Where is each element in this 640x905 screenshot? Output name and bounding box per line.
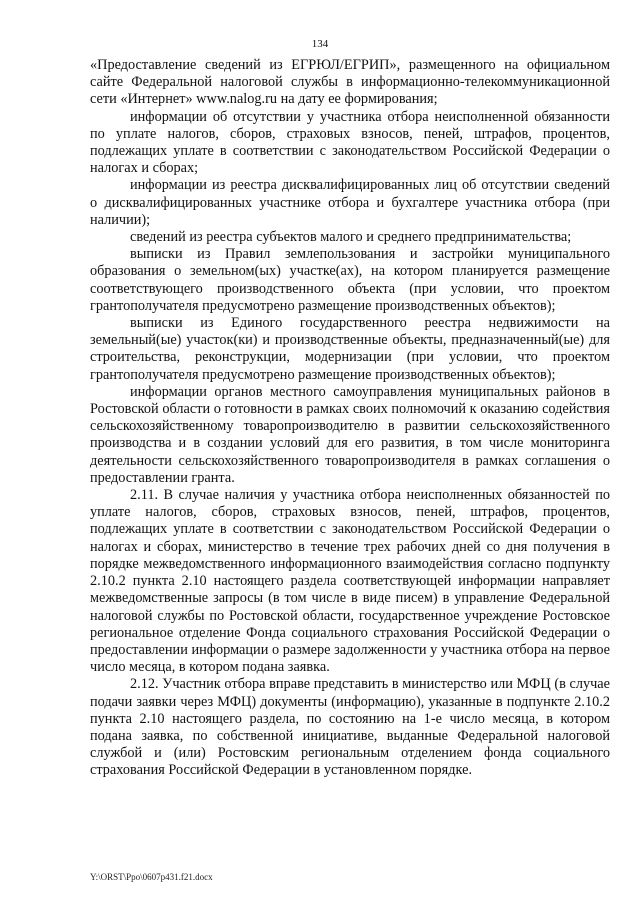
document-body: [90, 57, 610, 780]
paragraph-local-government-info: информации органов местного самоуправления муниципальных районов в Ростовской области о готовности в рамках своих полномочий к оказанию содействия сельскохозяйственному товаропроизводителю в развитии сельскохозяйственного производства и в создании условий для его развития, в том числе мониторинга деятельности сельскохозяйственного товаропроизводителя в рамках соглашения о предоставлении гранта.: [90, 383, 610, 486]
paragraph-tax-obligations: информации об отсутствии у участника отбора неисполненной обязанности по уплате налогов, сборов, страховых взносов, пеней, штрафов, процентов, подлежащих уплате в соответствии с законодательством Российской Федерации о налогах и сборах;: [90, 108, 610, 177]
paragraph-section-2-12: 2.12. Участник отбора вправе представить в министерство или МФЦ (в случае подачи заявки через МФЦ) документы (информацию), указанные в подпункте 2.10.2 пункта 2.10 настоящего раздела, по состоянию на 1-е число месяца, в котором подана заявка, по собственной инициативе, выданные Федеральной налоговой службой и (или) Ростовским региональным отделением фонда социального страхования Российской Федерации в установленном порядке.: [90, 676, 610, 779]
paragraph-land-use-rules: выписки из Правил землепользования и застройки муниципального образования о земельном(ых) участке(ах), на котором планируется размещение соответствующего производственного объекта (при условии, что проектом грантополучателя предусмотрено размещение производственных объектов);: [90, 246, 610, 314]
paragraph-disqualified-persons: информации из реестра дисквалифицированных лиц об отсутствии сведений о дисквалифицированных участнике отбора и бухгалтере участника отбора (при наличии);: [90, 177, 610, 228]
footer-file-path: Y:\ORST\Ppo\0607p431.f21.docx: [90, 872, 213, 882]
paragraph-section-2-11: 2.11. В случае наличия у участника отбора неисполненных обязанностей по уплате налогов, сборов, страховых взносов, пеней, штрафов, процентов, подлежащих уплате в соответствии с законодательством Российской Федерации о налогах и сборах, министерство в течение трех рабочих дней со дня получения в порядке межведомственного информационного взаимодействия согласно подпункту 2.10.2 пункта 2.10 настоящего раздела соответствующей информации направляет межведомственные запросы (в том числе в виде писем) в управление Федеральной налоговой службы по Ростовской области, государственное учреждение Ростовское региональное отделение Фонда социального страхования Российской Федерации о предоставлении информации о размере задолженности у участника отбора на первое число месяца, в котором подана заявка.: [90, 487, 610, 676]
paragraph-real-estate-registry: выписки из Единого государственного реестра недвижимости на земельный(ые) участок(ки) и производственные объекты, предназначенный(ые) для строительства, реконструкции, модернизации (при условии, что проектом грантополучателя предусмотрено размещение производственных объектов);: [90, 315, 610, 383]
paragraph-egrul-continuation: «Предоставление сведений из ЕГРЮЛ/ЕГРИП», размещенного на официальном сайте Федеральной налоговой службы в информационно-телекоммуникационной сети «Интернет» www.nalog.ru на дату ее формирования;: [90, 57, 610, 108]
paragraph-sme-registry: сведений из реестра субъектов малого и среднего предпринимательства;: [130, 229, 572, 246]
page-number: 134: [311, 38, 329, 50]
